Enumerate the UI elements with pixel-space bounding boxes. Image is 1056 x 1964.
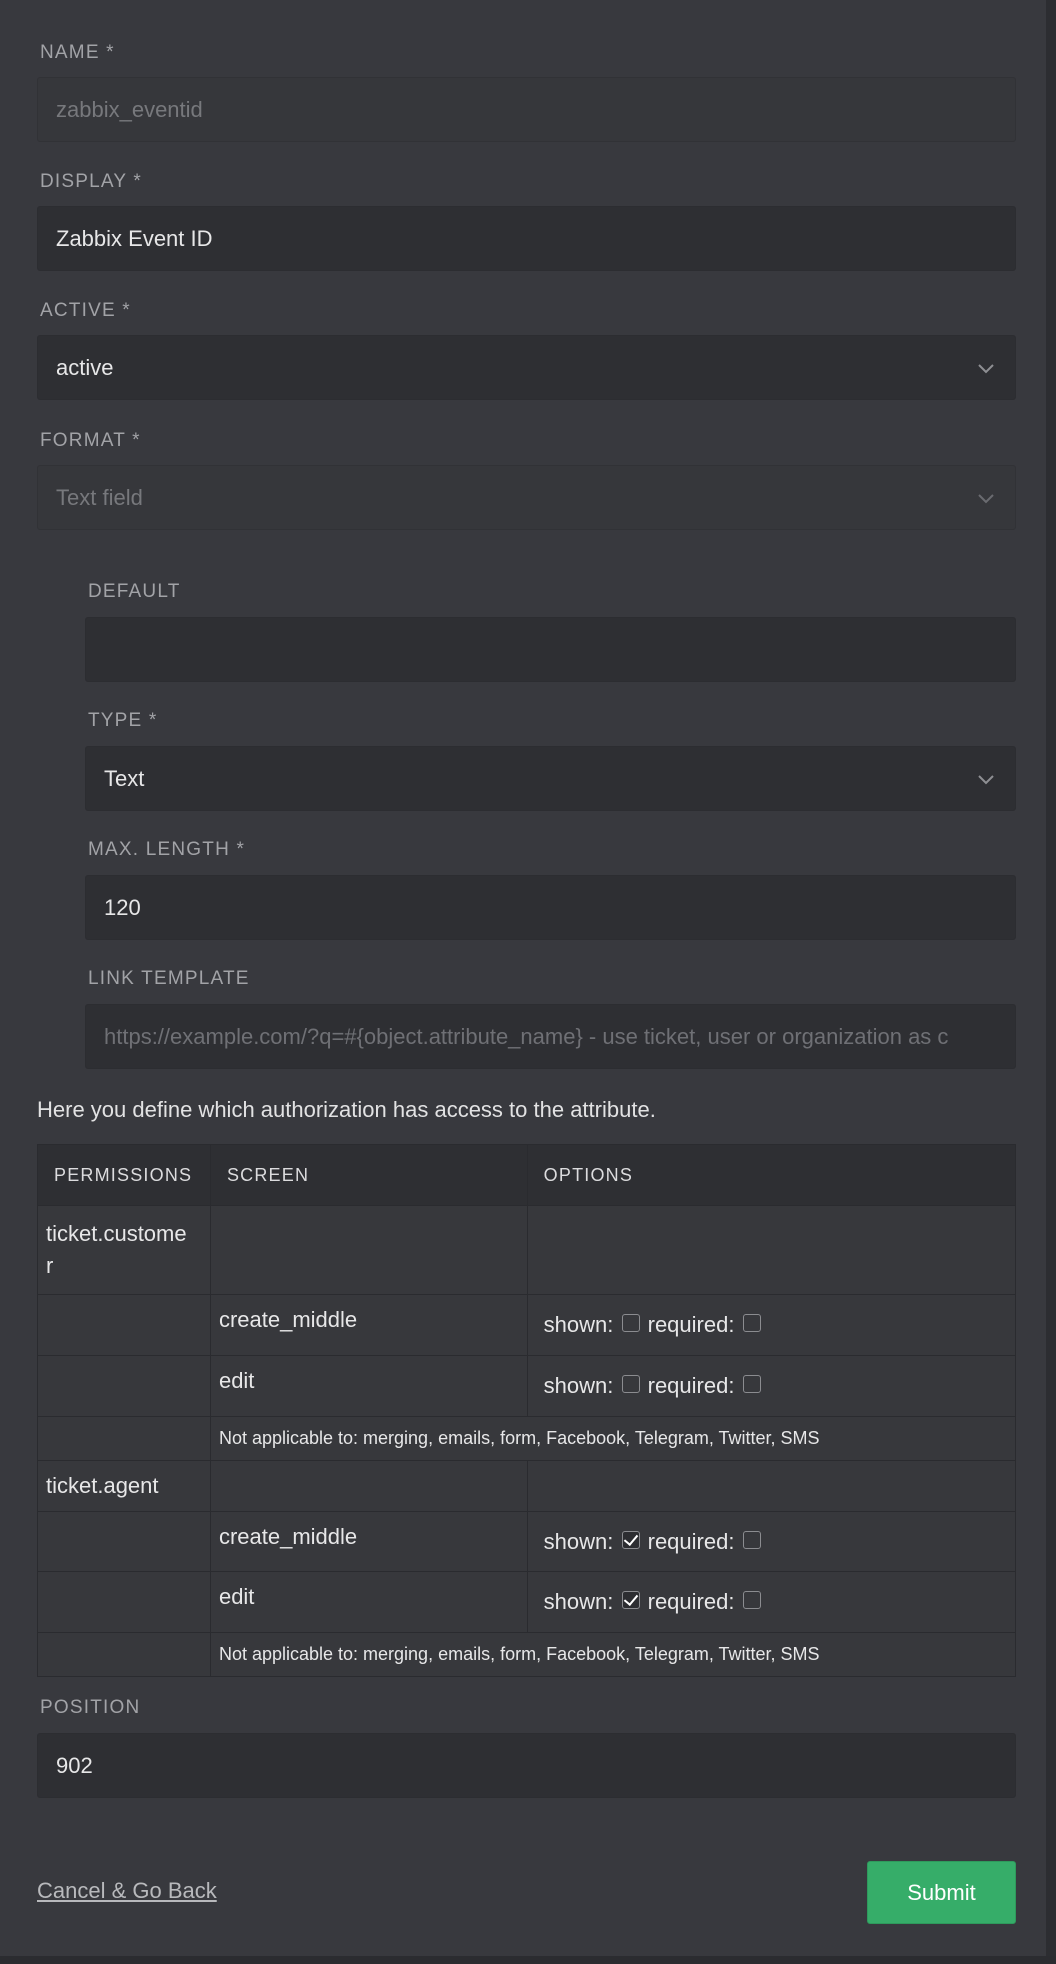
group-name: ticket.agent (38, 1461, 211, 1512)
shown-checkbox[interactable] (622, 1375, 640, 1393)
max-length-value: 120 (104, 894, 141, 920)
name-value: zabbix_eventid (56, 96, 203, 122)
submit-button[interactable]: Submit (867, 1861, 1016, 1924)
required-checkbox[interactable] (743, 1314, 761, 1332)
position-label: POSITION (40, 1697, 141, 1718)
active-value: active (56, 354, 114, 380)
options-cell (527, 1295, 1015, 1356)
options-cell (527, 1356, 1015, 1417)
chevron-down-icon (977, 489, 995, 507)
position-value: 902 (56, 1752, 93, 1778)
header-options: OPTIONS (527, 1145, 1015, 1206)
not-applicable-note: Not applicable to: merging, emails, form, Facebook, Telegram, Twitter, SMS (210, 1417, 1015, 1461)
shown-checkbox[interactable] (622, 1314, 640, 1332)
format-value: Text field (56, 484, 143, 510)
header-permissions: PERMISSIONS (38, 1145, 211, 1206)
shown-label: shown: (543, 1528, 614, 1554)
group-name: ticket.custome r (38, 1206, 211, 1295)
display-input[interactable] (37, 206, 1016, 271)
table-row (38, 1295, 1016, 1356)
table-row (38, 1417, 1016, 1461)
required-checkbox[interactable] (743, 1531, 761, 1549)
table-row (38, 1572, 1016, 1633)
table-row (38, 1206, 1016, 1295)
required-label: required: (647, 1589, 735, 1614)
not-applicable-note: Not applicable to: merging, emails, form, Facebook, Telegram, Twitter, SMS (210, 1633, 1015, 1677)
max-length-input[interactable] (85, 875, 1016, 940)
active-select[interactable] (37, 335, 1016, 400)
required-checkbox[interactable] (743, 1375, 761, 1393)
screen-name: create_middle (210, 1295, 527, 1356)
screen-name: create_middle (210, 1512, 527, 1572)
options-cell (527, 1512, 1015, 1572)
name-label: NAME * (40, 42, 115, 63)
table-row (38, 1461, 1016, 1512)
permissions-hint: Here you define which authorization has access to the attribute. (37, 1097, 656, 1122)
table-row (38, 1633, 1016, 1677)
bottom-edge (0, 1956, 1056, 1964)
required-checkbox[interactable] (743, 1591, 761, 1609)
shown-checkbox[interactable] (622, 1591, 640, 1609)
display-label: DISPLAY * (40, 171, 142, 192)
table-row (38, 1512, 1016, 1572)
chevron-down-icon (977, 770, 995, 788)
default-label: DEFAULT (88, 581, 181, 602)
link-template-input[interactable] (85, 1004, 1016, 1069)
required-label: required: (647, 1373, 735, 1398)
shown-label: shown: (543, 1589, 614, 1614)
shown-label: shown: (543, 1312, 614, 1337)
link-template-placeholder: https://example.com/?q=#{object.attribute_name} - use ticket, user or organization as c (104, 1023, 949, 1049)
link-template-label: LINK TEMPLATE (88, 968, 250, 989)
type-value: Text (104, 765, 145, 791)
table-row (38, 1356, 1016, 1417)
name-input (37, 77, 1016, 142)
max-length-label: MAX. LENGTH * (88, 839, 246, 860)
cancel-link[interactable]: Cancel & Go Back (37, 1878, 217, 1903)
screen-name: edit (210, 1572, 527, 1633)
scrollbar[interactable] (1046, 0, 1056, 1964)
format-label: FORMAT * (40, 430, 141, 451)
type-select[interactable] (85, 746, 1016, 811)
shown-label: shown: (543, 1373, 614, 1398)
format-select (37, 465, 1016, 530)
required-label: required: (647, 1312, 735, 1337)
header-screen: SCREEN (210, 1145, 527, 1206)
shown-checkbox[interactable] (622, 1531, 640, 1549)
required-label: required: (647, 1528, 735, 1554)
position-input[interactable] (37, 1733, 1016, 1798)
options-cell (527, 1572, 1015, 1633)
chevron-down-icon (977, 359, 995, 377)
permissions-table (37, 1144, 1016, 1677)
display-value: Zabbix Event ID (56, 225, 213, 251)
screen-name: edit (210, 1356, 527, 1417)
type-label: TYPE * (88, 710, 158, 731)
default-input[interactable] (85, 617, 1016, 682)
active-label: ACTIVE * (40, 300, 131, 321)
